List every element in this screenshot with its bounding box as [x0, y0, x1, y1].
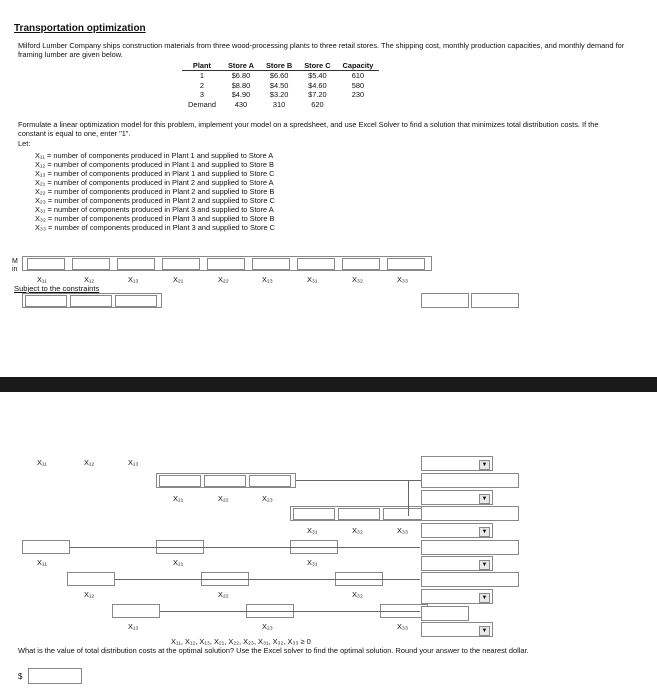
var-label: X₁₃ — [128, 275, 139, 284]
relation-dropdown[interactable] — [421, 556, 493, 571]
objective-coef-input-x32[interactable] — [342, 258, 380, 270]
rhs-input[interactable] — [421, 606, 469, 621]
relation-dropdown[interactable] — [421, 622, 493, 637]
var-label: X₂₂ — [218, 275, 229, 284]
definition-item: X₃₁ = number of components produced in Plant 3 and supplied to Store A — [35, 205, 274, 214]
connector-line — [160, 611, 420, 612]
table-row — [182, 90, 379, 100]
connector-line — [296, 480, 421, 481]
chevron-down-icon: ▼ — [479, 593, 490, 603]
var-label: X₂₃ — [262, 494, 273, 503]
constraint-input[interactable] — [338, 508, 380, 520]
var-label: X₁₁ — [37, 275, 47, 284]
table-cell: $5.40 — [308, 71, 327, 80]
var-label: X₁₂ — [84, 458, 95, 467]
cost-table — [182, 61, 379, 109]
var-label: X₂₁ — [173, 558, 184, 567]
var-label: X₁₁ — [37, 558, 47, 567]
constraint-top-input-1[interactable] — [25, 295, 67, 307]
table-cell: 430 — [234, 99, 248, 109]
constraint-top-rhs[interactable] — [471, 293, 519, 308]
constraint-input[interactable] — [204, 475, 246, 487]
var-label: X₁₁ — [37, 458, 47, 467]
rhs-input[interactable] — [421, 540, 519, 555]
chevron-down-icon: ▼ — [479, 494, 490, 504]
rhs-input[interactable] — [421, 572, 519, 587]
definition-item: X₂₃ = number of components produced in Plant 2 and supplied to Store C — [35, 196, 275, 205]
relation-dropdown[interactable] — [421, 456, 493, 471]
table-cell: $6.60 — [269, 71, 289, 80]
var-label: X₃₃ — [397, 622, 408, 631]
constraints-label: Subject to the constraints — [14, 284, 100, 293]
problem-intro: Milford Lumber Company ships construction materials from three wood-processing plants to three retail stores. The shipping cost, monthly production capacities, and monthly demand for framing lumber are given below. — [18, 41, 625, 59]
var-label: X₃₂ — [352, 526, 363, 535]
col-header: Plant — [182, 61, 222, 71]
var-label: X₁₃ — [128, 622, 139, 631]
objective-min-label: M — [12, 258, 18, 265]
objective-coef-input-x31[interactable] — [297, 258, 335, 270]
constraint-input[interactable] — [112, 604, 160, 618]
col-header: Store A — [222, 61, 260, 71]
table-header-row — [182, 61, 379, 71]
question-text: What is the value of total distribution costs at the optimal solution? Use the Excel solver to find the optimal solution. Round your answer to the nearest dollar. — [18, 646, 529, 655]
var-label: X₃₃ — [397, 526, 408, 535]
var-label: X₂₁ — [173, 275, 184, 284]
table-cell: $4.90 — [231, 90, 251, 99]
col-header: Capacity — [337, 61, 380, 71]
chevron-down-icon: ▼ — [479, 560, 490, 570]
relation-dropdown[interactable] — [421, 523, 493, 538]
relation-dropdown[interactable] — [421, 589, 493, 604]
constraint-input[interactable] — [22, 540, 70, 554]
definition-item: X₁₂ = number of components produced in Plant 1 and supplied to Store B — [35, 160, 274, 169]
var-label: X₁₂ — [84, 590, 95, 599]
objective-coef-input-x12[interactable] — [72, 258, 110, 270]
table-cell: $7.20 — [308, 90, 327, 99]
let-label: Let: — [18, 139, 31, 148]
constraint-input[interactable] — [383, 508, 425, 520]
var-label: X₃₂ — [352, 590, 363, 599]
table-row — [182, 81, 379, 91]
connector-line — [115, 579, 420, 580]
chevron-down-icon: ▼ — [479, 527, 490, 537]
var-label: X₁₃ — [128, 458, 139, 467]
demand-row — [182, 100, 379, 110]
table-cell: 2 — [199, 80, 205, 90]
objective-coef-input-x22[interactable] — [207, 258, 245, 270]
connector-line — [408, 480, 409, 516]
table-cell: 610 — [351, 71, 365, 80]
nonnegativity-constraint: X₁₁, X₁₂, X₁₃, X₂₁, X₂₂, X₂₃, X₃₁, X₃₂, X₃₃ ≥ 0 — [171, 637, 311, 646]
var-label: X₃₃ — [397, 275, 408, 284]
connector-line — [70, 547, 420, 548]
section-divider — [0, 377, 657, 392]
var-label: X₃₁ — [307, 275, 318, 284]
definition-item: X₂₂ = number of components produced in Plant 2 and supplied to Store B — [35, 187, 275, 196]
answer-input[interactable] — [28, 668, 82, 684]
rhs-input[interactable] — [421, 506, 519, 521]
page-title: Transportation optimization — [14, 23, 146, 34]
currency-symbol: $ — [18, 672, 23, 681]
table-cell: 1 — [199, 71, 205, 80]
definition-item: X₁₃ = number of components produced in Plant 1 and supplied to Store C — [35, 169, 275, 178]
constraint-top-rel[interactable] — [421, 293, 469, 308]
var-label: X₂₃ — [262, 275, 273, 284]
demand-label: Demand — [188, 99, 216, 109]
var-label: X₂₂ — [218, 590, 229, 599]
var-label: X₃₁ — [307, 558, 318, 567]
objective-min-label-2: in — [12, 266, 18, 273]
var-label: X₃₂ — [352, 275, 363, 284]
objective-coef-input-x23[interactable] — [252, 258, 290, 270]
table-cell: $4.60 — [308, 80, 327, 90]
var-label: X₁₂ — [84, 275, 95, 284]
rhs-input[interactable] — [421, 473, 519, 488]
constraint-input[interactable] — [67, 572, 115, 586]
table-cell: 3 — [199, 90, 205, 99]
var-label: X₂₂ — [218, 494, 229, 503]
table-cell: $4.50 — [269, 80, 289, 90]
constraint-top-input-3[interactable] — [115, 295, 157, 307]
definition-item: X₂₁ = number of components produced in Plant 2 and supplied to Store A — [35, 178, 274, 187]
table-cell: 230 — [351, 90, 365, 99]
var-label: X₃₁ — [307, 526, 318, 535]
table-cell — [337, 100, 380, 110]
constraint-input[interactable] — [249, 475, 291, 487]
relation-dropdown[interactable] — [421, 490, 493, 505]
definition-item: X₃₃ = number of components produced in Plant 3 and supplied to Store C — [35, 223, 275, 232]
table-row — [182, 71, 379, 81]
constraint-input[interactable] — [293, 508, 335, 520]
objective-coef-input-x33[interactable] — [387, 258, 425, 270]
var-label: X₂₃ — [262, 622, 273, 631]
col-header: Store C — [298, 61, 336, 71]
objective-coef-input-x21[interactable] — [162, 258, 200, 270]
constraint-input[interactable] — [159, 475, 201, 487]
instruction-text: Formulate a linear optimization model for this problem, implement your model on a spredsheet, and use Excel Solver to find a solution that minimizes total distribution costs. If the constant is equal to one, enter "1". — [18, 120, 599, 138]
chevron-down-icon: ▼ — [479, 460, 490, 470]
table-cell: 310 — [272, 99, 286, 109]
constraint-top-input-2[interactable] — [70, 295, 112, 307]
chevron-down-icon: ▼ — [479, 626, 490, 636]
table-cell: 620 — [311, 99, 324, 109]
col-header: Store B — [260, 61, 298, 71]
table-cell: $6.80 — [231, 71, 251, 80]
var-label: X₂₁ — [173, 494, 184, 503]
table-cell: 580 — [351, 80, 365, 90]
objective-coef-input-x11[interactable] — [27, 258, 65, 270]
objective-coef-input-x13[interactable] — [117, 258, 155, 270]
definition-item: X₃₂ = number of components produced in Plant 3 and supplied to Store B — [35, 214, 275, 223]
table-cell: $8.80 — [231, 80, 251, 90]
table-cell: $3.20 — [269, 90, 289, 99]
definition-item: X₁₁ = number of components produced in Plant 1 and supplied to Store A — [35, 151, 274, 160]
